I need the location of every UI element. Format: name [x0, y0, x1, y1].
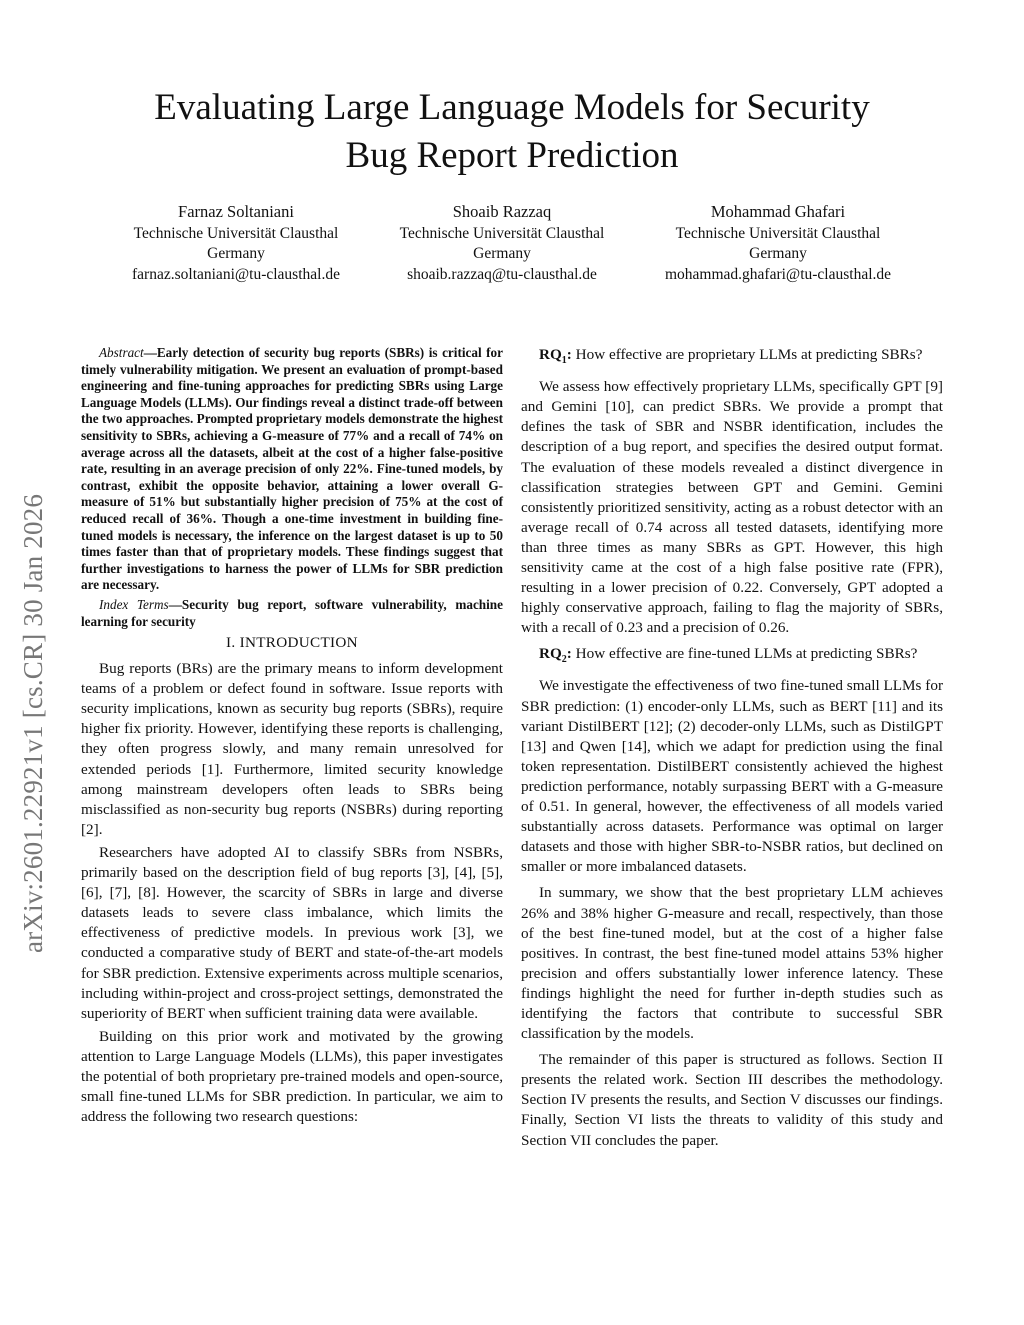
structure-paragraph: The remainder of this paper is structured as follows. Section II presents the related work. Section III describes the methodology. Section IV presents the results, and Section V discusses our findings. Finally, Section VI lists the threats to validity of this study and Section VII concludes the paper.: [521, 1051, 943, 1149]
research-question-2: [521, 644, 943, 670]
author-email: mohammad.ghafari@tu-clausthal.de: [664, 265, 892, 283]
rq2-answer: We investigate the effectiveness of two fine-tuned small LLMs for SBR prediction: (1) encoder-only LLMs, such as BERT [11] and its variant DistilBERT [12]; (2) decoder-only LLMs, such as DistilGPT [13] and Qwen [14], which we adapt for prediction using the final token representation. DistilBERT consistently achieved the highest prediction performance, notably surpassing BERT with a G-measure of 0.51. In general, however, the effectiveness of all models varied substantially across datasets. Performance was optimal on larger datasets and those with higher SBR-to-NSBR ratios, but declined on smaller or more imbalanced datasets.: [521, 677, 943, 876]
author-block-1: [86, 202, 386, 285]
author-name: Mohammad Ghafari: [710, 202, 846, 221]
author-email: farnaz.soltaniani@tu-clausthal.de: [132, 265, 340, 283]
author-country: Germany: [207, 245, 265, 262]
left-column: [81, 345, 503, 1130]
research-question-1: [521, 345, 943, 371]
abstract-label: Abstract: [99, 345, 144, 360]
author-affiliation: Technische Universität Clausthal: [399, 224, 605, 242]
intro-paragraph-1: Bug reports (BRs) are the primary means to inform development teams of a problem or defect found in software. Issue reports with security implications, known as security bug reports (SBRs), require higher fix priority. However, identifying these reports is challenging, they often progress slowly, and many remain unresolved for extended periods [1]. Furthermore, limited security knowledge among mainstream developers often leads to SBRs being misclassified as non-security bug reports (NSBRs) during reporting [2].: [81, 660, 503, 838]
right-column: [521, 345, 943, 1154]
abstract-text: —Early detection of security bug reports (SBRs) is critical for timely vulnerability mitigation. We present an evaluation of prompt-based engineering and fine-tuning approaches for predicting SBRs using Large Language Models (LLMs). Our findings reveal a distinct trade-off between the two approaches. Prompted proprietary models demonstrate the highest sensitivity to SBRs, achieving a G-measure of 77% and a recall of 74% on average across all the datasets, albeit at the cost of a higher false-positive rate, resulting in an average precision of only 22%. Fine-tuned models, by contrast, exhibit the opposite behavior, attaining a lower overall G-measure of 51% but substantially higher precision of 75% at the cost of reduced recall of 36%. Though a one-time investment in building fine-tuned models is necessary, the inference on the largest dataset is up to 50 times faster than that of proprietary models. These findings suggest that further investigations to harness the power of LLMs for SBR prediction are necessary.: [81, 345, 503, 593]
arxiv-stamp: arXiv:2601.22921v1 [cs.CR] 30 Jan 2026: [18, 493, 48, 953]
author-country: Germany: [749, 245, 807, 262]
index-terms: [81, 597, 503, 630]
rq1-label: $RQ_1$:: [539, 346, 572, 367]
author-affiliation: Technische Universität Clausthal: [675, 224, 881, 242]
index-terms-text: —Security bug report, software vulnerability, machine learning for security: [81, 596, 503, 629]
title-line-2: Bug Report Prediction: [345, 135, 679, 176]
section-heading-introduction: I. INTRODUCTION: [226, 634, 358, 652]
author-name: Farnaz Soltaniani: [178, 202, 294, 221]
rq1-question: How effective are proprietary LLMs at predicting SBRs?: [571, 346, 923, 363]
index-terms-label: Index Terms: [99, 596, 169, 612]
intro-paragraph-2: Researchers have adopted AI to classify SBRs from NSBRs, primarily based on the description field of bug reports [3], [4], [5], [6], [7], [8]. However, the scarcity of SBRs in large and diverse datasets leads to severe class imbalance, which limits the effectiveness of predictive models. In previous work [3], we conducted a comparative study of BERT and state-of-the-art models for SBR prediction. Extensive experiments across multiple scenarios, including within-project and cross-project settings, demonstrated the superiority of BERT when sufficient training data were available.: [81, 843, 503, 1022]
rq1-answer: We assess how effectively proprietary LLMs, specifically GPT [9] and Gemini [10], can predict SBRs. We provide a prompt that defines the task of SBR and NSBR identification, includes the description of a bug report, and specifies the desired output format. The evaluation of these models revealed a distinct divergence in classification strategies between GPT and Gemini. Gemini consistently prioritized sensitivity, acting as a robust detector with an average recall of 0.74 across all tested datasets, identifying more than three times as many SBRs as GPT. However, this high sensitivity came at the cost of a high false positive rate (FPR), resulting in a lower precision of 0.22. Conversely, GPT adopted a highly conservative approach, failing to flag the majority of SBRs, with a recall of 0.23 and a precision of 0.26.: [521, 378, 943, 637]
abstract: [81, 345, 503, 594]
rq2-label: $RQ_2$:: [539, 645, 572, 666]
intro-paragraph-3: Building on this prior work and motivated by the growing attention to Large Language Models (LLMs), this paper investigates the potential of both proprietary pre-trained models and open-source, small fine-tuned LLMs for SBR prediction. In particular, we aim to address the following two research questions:: [81, 1027, 503, 1126]
author-name: Shoaib Razzaq: [452, 202, 552, 221]
author-block-2: [352, 202, 652, 285]
author-country: Germany: [473, 245, 531, 262]
author-affiliation: Technische Universität Clausthal: [133, 224, 339, 242]
rq2-question: How effective are fine-tuned LLMs at predicting SBRs?: [571, 645, 918, 663]
author-block-3: [628, 202, 928, 285]
title-line-1: Evaluating Large Language Models for Security: [154, 87, 870, 128]
paper-title: [62, 84, 962, 180]
author-email: shoaib.razzaq@tu-clausthal.de: [407, 265, 597, 283]
summary-paragraph: In summary, we show that the best proprietary LLM achieves 26% and 38% higher G-measure and recall, respectively, than those of the best fine-tuned model, but at the cost of a higher false positives. In contrast, the best fine-tuned model attains 53% higher precision and offers substantially lower inference latency. These findings highlight the need for further in-depth studies such as identifying the factors that contribute to successful SBR classification by the models.: [521, 884, 943, 1043]
